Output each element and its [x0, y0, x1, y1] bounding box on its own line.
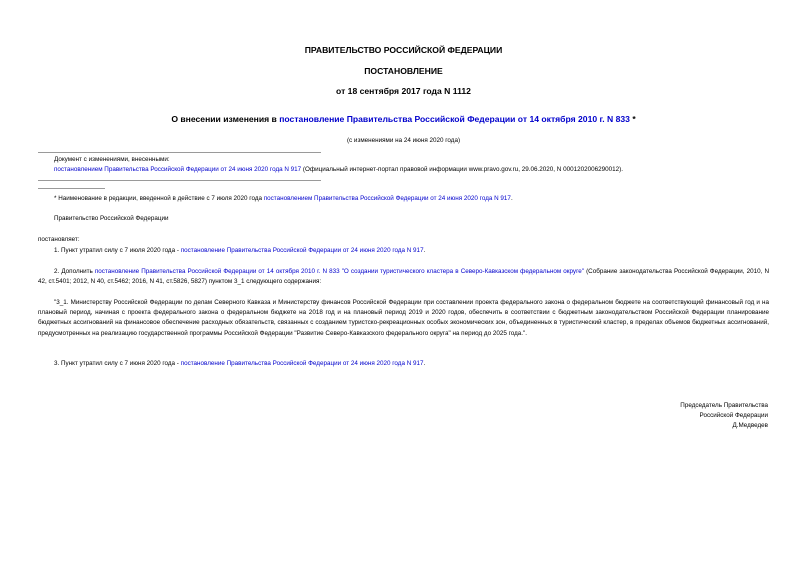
- changes-note-link[interactable]: постановлением Правительства Российской Федерации от 24 июня 2020 года N 917: [54, 166, 302, 173]
- changes-note-suffix: (Официальный интернет-портал правовой информации www.pravo.gov.ru, 29.06.2020, N 0001202006290012).: [301, 166, 623, 173]
- item-1-suffix: .: [423, 247, 426, 254]
- revision-subtitle: (с изменениями на 24 июня 2020 года): [346, 137, 461, 144]
- item-3-link[interactable]: постановление Правительства Российской Федерации от 24 июня 2020 года N 917: [180, 360, 424, 367]
- changes-note-label: Документ с изменениями, внесенными:: [54, 156, 170, 163]
- government-line: Правительство Российской Федерации: [54, 215, 169, 222]
- footnote-divider: [38, 188, 105, 189]
- item-3: [54, 359, 425, 369]
- item-1-prefix: 1. Пункт утратил силу с 7 июля 2020 года -: [54, 247, 181, 254]
- footnote-link[interactable]: постановлением Правительства Российской Федерации от 24 июня 2020 года N 917: [263, 195, 511, 202]
- item-2-link[interactable]: постановление Правительства Российской Федерации от 14 октября 2010 г. N 833 "О создании туристического кластера в Северо-Кавказском федеральном округе": [94, 268, 584, 275]
- item-1-link[interactable]: постановление Правительства Российской Федерации от 24 июня 2020 года N 917: [180, 247, 424, 254]
- divider-middle: [38, 180, 321, 181]
- title-prefix: О внесении изменения в: [171, 114, 280, 124]
- footnote: [54, 194, 513, 204]
- footnote-prefix: * Наименование в редакции, введенной в действие с 7 июля 2020 года: [54, 195, 264, 202]
- title-link[interactable]: постановление Правительства Российской Федерации от 14 октября 2010 г. N 833: [279, 114, 630, 124]
- item-2-quote: "3_1. Министерству Российской Федерации по делам Северного Кавказа и Министерству финансов Российской Федерации при составлении проекта федерального закона о федеральном бюджете на соответствующий финансовый год и на плановый период, начиная с проекта федерального закона о федеральном бюджете на 2018 год и на плановый период 2019 и 2020 годов, обеспечить в соответствии с бюджетным законодательством Российской Федерации планирование бюджетных ассигнований на финансовое обеспечение расходных обязательств, связанных с созданием туристско-рекреационных особых экономических зон, объединенных в туристический кластер, в пределах объемов бюджетных ассигнований, предусмотренных на реализацию государственной программы Российской Федерации "Развитие Северо-Кавказского федерального округа" на период до 2025 года.".: [38, 299, 769, 337]
- item-1: [54, 246, 425, 256]
- signature-name: Д.Медведев: [732, 422, 768, 429]
- decrees-line: постановляет:: [38, 236, 80, 243]
- changes-note: [54, 165, 623, 175]
- date-number-heading: от 18 сентября 2017 года N 1112: [336, 86, 471, 96]
- divider-top: [38, 152, 321, 153]
- document-title: [0, 114, 807, 125]
- title-suffix: *: [629, 114, 636, 124]
- item-2: [38, 267, 769, 287]
- item-2-prefix: 2. Дополнить: [54, 268, 95, 275]
- signature-org: Российской Федерации: [699, 412, 768, 419]
- item-2-suffix: (Собрание законодательства Российской Федерации, 2010, N 42, ст.5401; 2012, N 40, ст.5462; 2016, N 41, ст.5826, 5827) пунктом 3_1 следующего содержания:: [38, 268, 770, 286]
- signature-title: Председатель Правительства: [680, 402, 768, 409]
- government-heading: ПРАВИТЕЛЬСТВО РОССИЙСКОЙ ФЕДЕРАЦИИ: [304, 45, 503, 55]
- doc-type-heading: ПОСТАНОВЛЕНИЕ: [364, 66, 443, 76]
- footnote-suffix: .: [510, 195, 513, 202]
- item-3-prefix: 3. Пункт утратил силу с 7 июня 2020 года -: [54, 360, 181, 367]
- item-3-suffix: .: [423, 360, 426, 367]
